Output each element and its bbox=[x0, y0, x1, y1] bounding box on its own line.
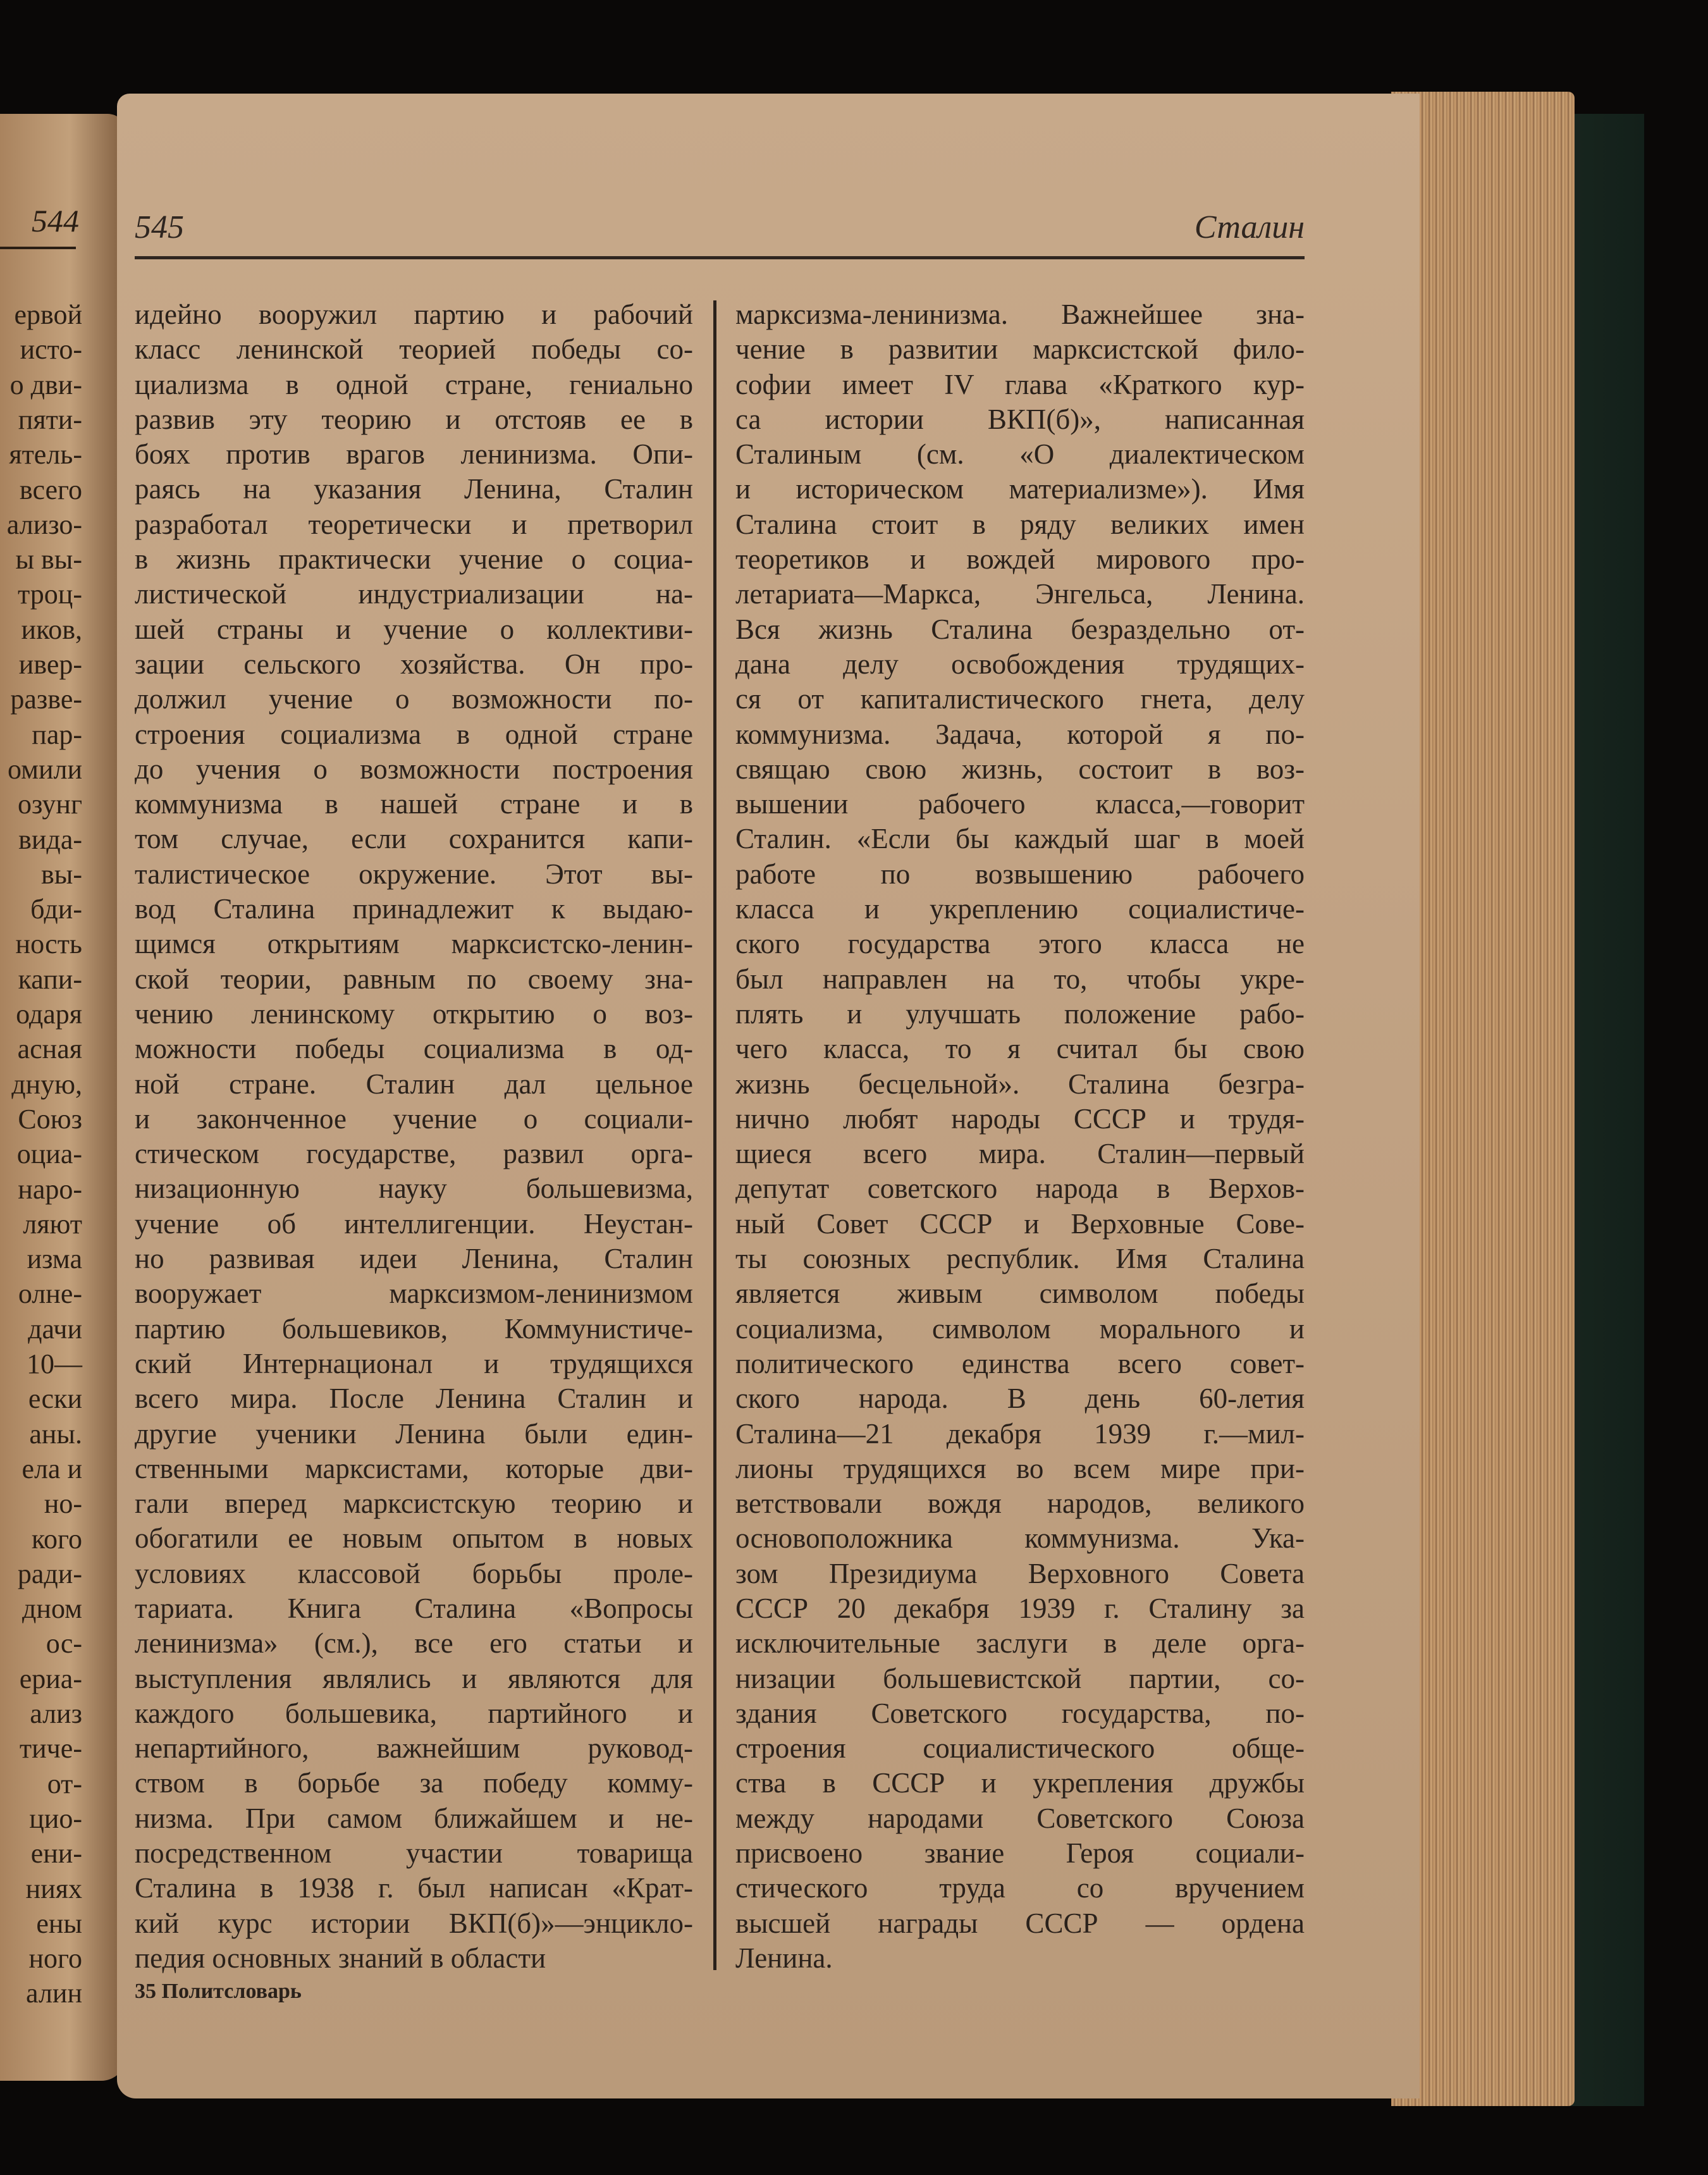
left-page-text-fragment: ериа- bbox=[19, 1663, 82, 1694]
left-page-text-fragment: исто- bbox=[20, 334, 82, 366]
left-page-text-fragment: пар- bbox=[32, 718, 82, 750]
left-page bbox=[0, 114, 126, 2081]
text-line: обогатили ее новым опытом в новых bbox=[135, 1522, 693, 1555]
text-line: ского народа. В день 60-летия bbox=[735, 1383, 1305, 1415]
text-line: всего мира. После Ленина Сталин и bbox=[135, 1383, 693, 1415]
text-line: ной стране. Сталин дал цельное bbox=[135, 1068, 693, 1100]
text-line: коммунизма. Задача, которой я по- bbox=[735, 718, 1305, 750]
text-line: софии имеет IV глава «Краткого кур- bbox=[735, 368, 1305, 400]
text-line: тариата. Книга Сталина «Вопросы bbox=[135, 1592, 693, 1624]
text-line: стического труда со вручением bbox=[735, 1872, 1305, 1904]
text-line: класс ленинской теорией победы со- bbox=[135, 333, 693, 366]
text-line: зации сельского хозяйства. Он про- bbox=[135, 648, 693, 680]
left-page-text-fragment: ляют bbox=[23, 1208, 82, 1240]
text-line: плять и улучшать положение рабо- bbox=[735, 997, 1305, 1030]
text-line: ского государства этого класса не bbox=[735, 928, 1305, 960]
column-divider bbox=[713, 300, 716, 1970]
text-line: между народами Советского Союза bbox=[735, 1802, 1305, 1834]
text-line: листической индустриализации на- bbox=[135, 578, 693, 610]
text-line: высшей награды СССР — ордена bbox=[735, 1907, 1305, 1939]
text-line: учение об интеллигенции. Неустан- bbox=[135, 1207, 693, 1240]
text-line: работе по возвышению рабочего bbox=[735, 858, 1305, 890]
left-page-text-fragment: ради- bbox=[17, 1558, 82, 1589]
text-line: чению ленинскому открытию о воз- bbox=[135, 997, 693, 1030]
text-line: развив эту теорию и отстояв ее в bbox=[135, 403, 693, 435]
left-page-text-fragment: ени- bbox=[30, 1838, 82, 1870]
text-line: является живым символом победы bbox=[735, 1278, 1305, 1310]
text-line: должил учение о возможности по- bbox=[135, 683, 693, 715]
text-line: вооружает марксизмом-ленинизмом bbox=[135, 1278, 693, 1310]
text-line: ственными марксистами, которые дви- bbox=[135, 1452, 693, 1484]
text-line: ский Интернационал и трудящихся bbox=[135, 1347, 693, 1379]
left-page-text-fragment: ески bbox=[28, 1383, 82, 1415]
text-line: строения социалистического обще- bbox=[735, 1732, 1305, 1765]
text-line: чего класса, то я считал бы свою bbox=[735, 1033, 1305, 1065]
left-page-text-fragment: аны. bbox=[29, 1418, 82, 1450]
signature-mark: 35 Политсловарь bbox=[135, 1980, 302, 2003]
text-line: был направлен на то, чтобы укре- bbox=[735, 963, 1305, 995]
text-line: стическом государстве, развил орга- bbox=[135, 1138, 693, 1170]
left-page-text-fragment: ы вы- bbox=[15, 544, 82, 576]
text-line: щимся открытиям марксистско-ленин- bbox=[135, 928, 693, 960]
text-line: чение в развитии марксистской фило- bbox=[735, 333, 1305, 366]
text-line: исключительные заслуги в деле орга- bbox=[735, 1627, 1305, 1660]
left-page-text-fragment: дачи bbox=[28, 1313, 82, 1345]
text-line: вышении рабочего класса,—говорит bbox=[735, 788, 1305, 820]
text-line: ный Совет СССР и Верховные Сове- bbox=[735, 1207, 1305, 1240]
left-page-text-fragment: ализо- bbox=[6, 508, 82, 540]
text-line: до учения о возможности построения bbox=[135, 753, 693, 785]
text-line: нично любят народы СССР и трудя- bbox=[735, 1102, 1305, 1135]
text-line: Ленина. bbox=[735, 1942, 833, 1974]
left-page-text-fragment: ос- bbox=[46, 1628, 82, 1660]
left-page-text-fragment: дную, bbox=[11, 1068, 82, 1100]
text-line: зом Президиума Верховного Совета bbox=[735, 1557, 1305, 1589]
left-page-text-fragment: ализ bbox=[30, 1698, 82, 1729]
left-page-text-fragment: о дви- bbox=[9, 369, 82, 400]
left-page-text-fragment: разве- bbox=[10, 684, 82, 715]
left-page-text-fragment: ивер- bbox=[18, 649, 82, 680]
text-line: строения социализма в одной стране bbox=[135, 718, 693, 750]
text-line: щиеся всего мира. Сталин—первый bbox=[735, 1138, 1305, 1170]
text-line: каждого большевика, партийного и bbox=[135, 1697, 693, 1729]
left-page-text-fragment: но- bbox=[44, 1488, 82, 1520]
left-page-text-fragment: кого bbox=[31, 1523, 82, 1555]
text-line: и законченное учение о социали- bbox=[135, 1102, 693, 1135]
left-page-text-fragment: оциа- bbox=[16, 1138, 82, 1170]
text-line: идейно вооружил партию и рабочий bbox=[135, 299, 693, 330]
left-page-text-fragment: асная bbox=[17, 1033, 82, 1065]
text-line: ветствовали вождя народов, великого bbox=[735, 1488, 1305, 1520]
left-page-text-fragment: омили bbox=[7, 753, 82, 785]
left-header-rule bbox=[0, 247, 76, 249]
left-page-text-fragment: всего bbox=[19, 474, 82, 505]
header-rule bbox=[135, 256, 1305, 259]
text-line: СССР 20 декабря 1939 г. Сталину за bbox=[735, 1592, 1305, 1624]
text-line: но развивая идеи Ленина, Сталин bbox=[135, 1243, 693, 1275]
text-line: Сталин. «Если бы каждый шаг в моей bbox=[735, 823, 1305, 855]
left-page-text-fragment: ела и bbox=[22, 1453, 82, 1484]
text-line: социализма, символом морального и bbox=[735, 1312, 1305, 1345]
text-line: класса и укреплению социалистиче- bbox=[735, 893, 1305, 925]
running-title: Сталин bbox=[1194, 209, 1305, 245]
text-line: кий курс истории ВКП(б)»—энцикло- bbox=[135, 1907, 693, 1939]
text-line: политического единства всего совет- bbox=[735, 1347, 1305, 1379]
text-line: ты союзных республик. Имя Сталина bbox=[735, 1243, 1305, 1275]
left-page-text-fragment: ного bbox=[28, 1943, 82, 1975]
left-page-text-fragment: вы- bbox=[41, 858, 82, 890]
text-line: и историческом материализме»). Имя bbox=[735, 473, 1305, 505]
left-page-text-fragment: вида- bbox=[18, 823, 82, 855]
left-page-text-fragment: капи- bbox=[18, 963, 82, 995]
left-page-text-fragment: цио- bbox=[29, 1802, 82, 1834]
left-page-text-fragment: пяти- bbox=[18, 404, 82, 435]
left-page-text-fragment: изма bbox=[27, 1243, 82, 1275]
left-page-text-fragment: троц- bbox=[18, 579, 82, 610]
page-header bbox=[135, 199, 1305, 262]
text-line: марксизма-ленинизма. Важнейшее зна- bbox=[735, 299, 1305, 330]
left-page-text-fragment: бди- bbox=[30, 894, 82, 925]
text-line: ской теории, равным по своему зна- bbox=[135, 963, 693, 995]
left-page-text-fragment: тиче- bbox=[19, 1733, 82, 1765]
left-page-text-fragment: Союз bbox=[18, 1103, 82, 1135]
text-line: вод Сталина принадлежит к выдаю- bbox=[135, 893, 693, 925]
text-line: присвоено звание Героя социали- bbox=[735, 1837, 1305, 1870]
text-line: депутат советского народа в Верхов- bbox=[735, 1173, 1305, 1205]
text-line: низма. При самом ближайшем и не- bbox=[135, 1802, 693, 1834]
left-page-text-fragment: ность bbox=[15, 928, 82, 960]
text-line: посредственном участии товарища bbox=[135, 1837, 693, 1870]
text-column-right bbox=[735, 297, 1305, 1976]
text-line: непартийного, важнейшим руковод- bbox=[135, 1732, 693, 1765]
text-line: низационную науку большевизма, bbox=[135, 1173, 693, 1205]
text-line: са истории ВКП(б)», написанная bbox=[735, 403, 1305, 435]
text-line: Сталиным (см. «О диалектическом bbox=[735, 438, 1305, 471]
left-page-text-fragment: озунг bbox=[17, 789, 82, 820]
text-line: здания Советского государства, по- bbox=[735, 1697, 1305, 1729]
left-page-text-fragment: олне- bbox=[18, 1278, 82, 1310]
text-line: раясь на указания Ленина, Сталин bbox=[135, 473, 693, 505]
text-line: летариата—Маркса, Энгельса, Ленина. bbox=[735, 578, 1305, 610]
text-line: жизнь бесцельной». Сталина безгра- bbox=[735, 1068, 1305, 1100]
left-page-text-fragment: ятель- bbox=[9, 439, 82, 471]
page-number: 545 bbox=[135, 209, 184, 245]
text-line: Сталина стоит в ряду великих имен bbox=[735, 508, 1305, 540]
text-line: боях против врагов ленинизма. Опи- bbox=[135, 438, 693, 471]
text-line: том случае, если сохранится капи- bbox=[135, 823, 693, 855]
text-line: Сталина в 1938 г. был написан «Крат- bbox=[135, 1872, 693, 1904]
left-page-text-fragment: одаря bbox=[16, 999, 82, 1030]
left-page-text-fragment: ниях bbox=[25, 1873, 82, 1904]
text-column-left bbox=[135, 297, 693, 1976]
text-line: ся от капиталистического гнета, делу bbox=[735, 683, 1305, 715]
text-line: основоположника коммунизма. Ука- bbox=[735, 1522, 1305, 1555]
text-line: разработал теоретически и претворил bbox=[135, 508, 693, 540]
text-line: ства в СССР и укрепления дружбы bbox=[735, 1767, 1305, 1799]
text-line: теоретиков и вождей мирового про- bbox=[735, 543, 1305, 576]
text-line: дана делу освобождения трудящих- bbox=[735, 648, 1305, 680]
text-line: педия основных знаний в области bbox=[135, 1942, 546, 1974]
text-line: талистическое окружение. Этот вы- bbox=[135, 858, 693, 890]
text-line: условиях классовой борьбы проле- bbox=[135, 1557, 693, 1589]
left-page-text-fragment: наро- bbox=[18, 1173, 82, 1205]
text-line: шей страны и учение о коллективи- bbox=[135, 613, 693, 645]
text-line: можности победы социализма в од- bbox=[135, 1033, 693, 1065]
text-line: циализма в одной стране, гениально bbox=[135, 368, 693, 400]
left-page-text-fragment: алин bbox=[26, 1978, 82, 2009]
left-page-text-fragment: 10— bbox=[27, 1348, 82, 1379]
text-line: выступления являлись и являются для bbox=[135, 1662, 693, 1694]
text-line: гали вперед марксистскую теорию и bbox=[135, 1488, 693, 1520]
text-line: свящаю свою жизнь, состоит в воз- bbox=[735, 753, 1305, 785]
left-page-text-fragment: дном bbox=[22, 1593, 82, 1625]
text-line: ством в борьбе за победу комму- bbox=[135, 1767, 693, 1799]
left-page-text-fragment: иков, bbox=[21, 613, 82, 645]
text-line: коммунизма в нашей стране и в bbox=[135, 788, 693, 820]
text-line: в жизнь практически учение о социа- bbox=[135, 543, 693, 576]
text-line: Сталина—21 декабря 1939 г.—мил- bbox=[735, 1417, 1305, 1450]
left-page-number: 544 bbox=[32, 203, 79, 238]
text-line: партию большевиков, Коммунистиче- bbox=[135, 1312, 693, 1345]
text-line: ленинизма» (см.), все его статьи и bbox=[135, 1627, 693, 1660]
text-line: Вся жизнь Сталина безраздельно от- bbox=[735, 613, 1305, 645]
left-page-text-fragment: от- bbox=[47, 1768, 82, 1799]
text-line: низации большевистской партии, со- bbox=[735, 1662, 1305, 1694]
text-line: лионы трудящихся во всем мире при- bbox=[735, 1452, 1305, 1484]
left-page-text-fragment: ены bbox=[36, 1907, 82, 1939]
left-page-text-fragment: ервой bbox=[14, 299, 82, 330]
text-line: другие ученики Ленина были един- bbox=[135, 1417, 693, 1450]
